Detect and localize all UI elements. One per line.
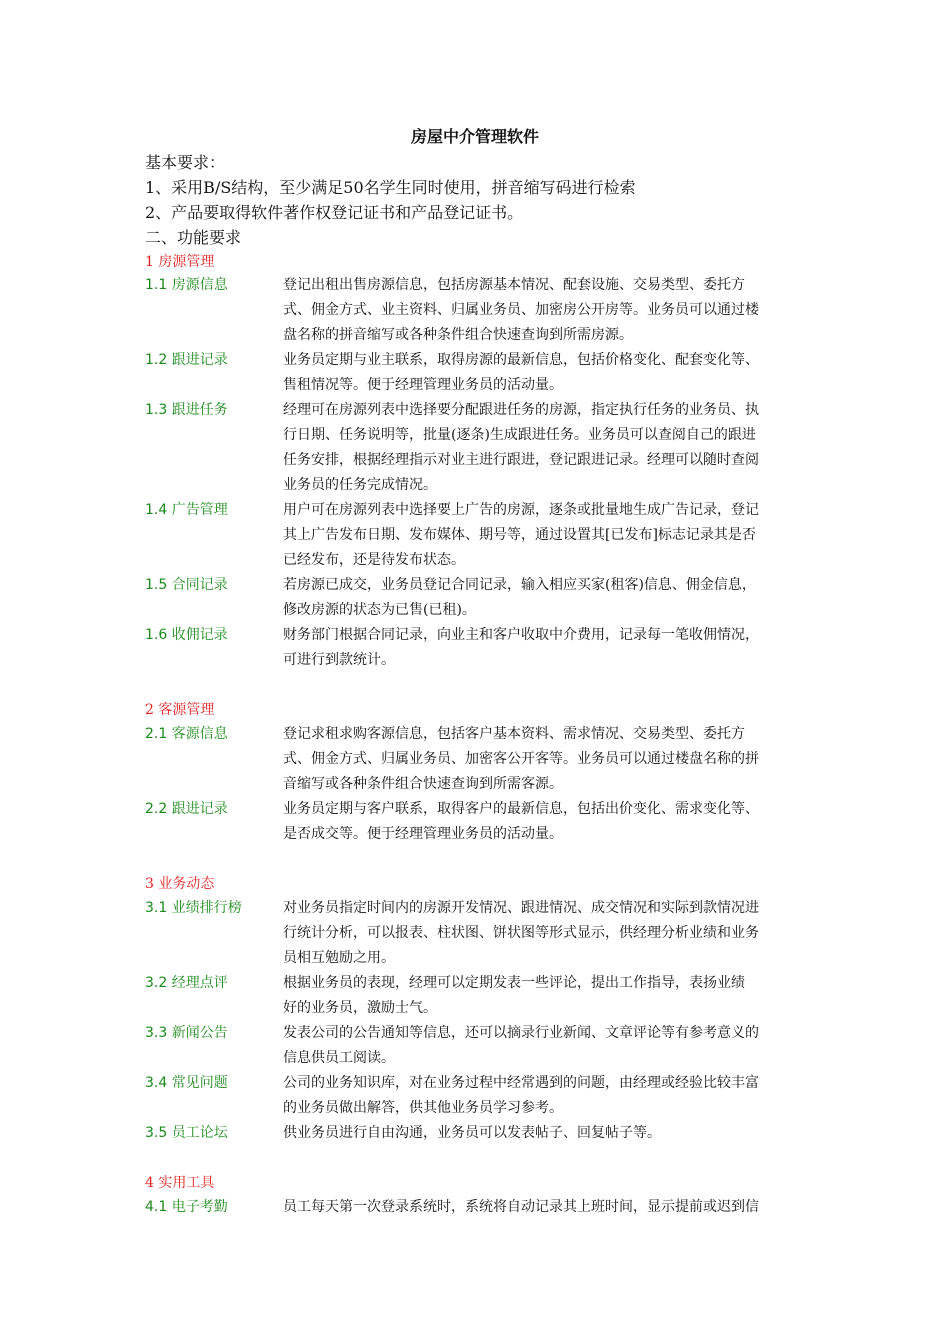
- item-description-3-1: [283, 896, 773, 971]
- description-line: 信息供员工阅读。: [283, 1050, 395, 1066]
- item-name: 合同记录: [171, 577, 228, 593]
- description-line: 员工每天第一次登录系统时，系统将自动记录其上班时间，显示提前或迟到信: [283, 1199, 759, 1215]
- item-label-1-2: [145, 348, 228, 373]
- section-heading-1: 1 房源管理: [145, 254, 215, 270]
- item-description-3-4: [283, 1071, 773, 1121]
- section-heading-4: 4 实用工具: [145, 1175, 215, 1191]
- item-number: 3.1: [145, 900, 168, 916]
- description-line: 修改房源的状态为已售(已租)。: [283, 602, 476, 618]
- item-label-3-5: [145, 1121, 228, 1146]
- item-description-1-6: [283, 623, 773, 673]
- item-label-2-1: [145, 722, 228, 747]
- description-line: 业务员定期与客户联系，取得客户的最新信息，包括出价变化、需求变化等、: [283, 801, 759, 817]
- item-number: 1.1: [145, 277, 168, 293]
- item-number: 1.6: [145, 627, 168, 643]
- item-name: 收佣记录: [171, 627, 228, 643]
- description-line: 盘名称的拼音缩写或各种条件组合快速查询到所需房源。: [283, 327, 633, 343]
- item-description-1-4: [283, 498, 773, 573]
- item-label-1-4: [145, 498, 228, 523]
- description-line: 式、佣金方式、业主资料、归属业务员、加密房公开房等。业务员可以通过楼: [283, 302, 759, 318]
- document-title: 房屋中介管理软件: [410, 127, 539, 146]
- item-number: 4.1: [145, 1199, 168, 1215]
- description-line: 员相互勉励之用。: [283, 950, 395, 966]
- item-number: 3.4: [145, 1075, 168, 1091]
- description-line: 登记求租求购客源信息，包括客户基本资料、需求情况、交易类型、委托方: [283, 726, 745, 742]
- item-name: 常见问题: [171, 1075, 228, 1091]
- item-label-2-2: [145, 797, 228, 822]
- description-line: 若房源已成交，业务员登记合同记录，输入相应买家(租客)信息、佣金信息，: [283, 577, 756, 593]
- item-number: 2.2: [145, 801, 168, 817]
- item-description-3-2: [283, 971, 773, 1021]
- description-line: 业务员定期与业主联系，取得房源的最新信息，包括价格变化、配套变化等、: [283, 352, 759, 368]
- description-line: 其上广告发布日期、发布媒体、期号等，通过设置其[已发布]标志记录其是否: [283, 527, 756, 543]
- item-name: 广告管理: [171, 502, 228, 518]
- item-description-2-2: [283, 797, 773, 847]
- description-line: 任务安排，根据经理指示对业主进行跟进，登记跟进记录。经理可以随时查阅: [283, 452, 759, 468]
- item-description-3-3: [283, 1021, 773, 1071]
- description-line: 根据业务员的表现，经理可以定期发表一些评论，提出工作指导，表扬业绩: [283, 975, 745, 991]
- item-description-3-5: [283, 1121, 773, 1146]
- description-line: 行统计分析，可以报表、柱状图、饼状图等形式显示，供经理分析业绩和业务: [283, 925, 759, 941]
- description-line: 好的业务员，激励士气。: [283, 1000, 437, 1016]
- description-line: 登记出租出售房源信息，包括房源基本情况、配套设施、交易类型、委托方: [283, 277, 745, 293]
- item-name: 新闻公告: [171, 1025, 228, 1041]
- description-line: 售租情况等。便于经理管理业务员的活动量。: [283, 377, 563, 393]
- description-line: 公司的业务知识库，对在业务过程中经常遇到的问题，由经理或经验比较丰富: [283, 1075, 759, 1091]
- description-line: 发表公司的公告通知等信息，还可以摘录行业新闻、文章评论等有参考意义的: [283, 1025, 759, 1041]
- item-number: 1.5: [145, 577, 168, 593]
- description-line: 是否成交等。便于经理管理业务员的活动量。: [283, 826, 563, 842]
- item-label-3-3: [145, 1021, 228, 1046]
- description-line: 可进行到款统计。: [283, 652, 395, 668]
- description-line: 音缩写或各种条件组合快速查询到所需客源。: [283, 776, 563, 792]
- item-description-1-1: [283, 273, 773, 348]
- description-line: 财务部门根据合同记录，向业主和客户收取中介费用，记录每一笔收佣情况，: [283, 627, 759, 643]
- item-name: 业绩排行榜: [171, 900, 242, 916]
- item-label-3-4: [145, 1071, 228, 1096]
- section-heading-2: 2 客源管理: [145, 702, 215, 718]
- item-label-1-5: [145, 573, 228, 598]
- description-line: 已经发布，还是待发布状态。: [283, 552, 465, 568]
- description-line: 的业务员做出解答，供其他业务员学习参考。: [283, 1100, 563, 1116]
- section-heading-3: 3 业务动态: [145, 876, 215, 892]
- description-line: 供业务员进行自由沟通，业务员可以发表帖子、回复帖子等。: [283, 1125, 661, 1141]
- description-line: 经理可在房源列表中选择要分配跟进任务的房源，指定执行任务的业务员、执: [283, 402, 759, 418]
- item-description-4-1: [283, 1195, 773, 1220]
- description-line: 用户可在房源列表中选择要上广告的房源，逐条或批量地生成广告记录，登记: [283, 502, 759, 518]
- item-number: 3.5: [145, 1125, 168, 1141]
- item-name: 房源信息: [171, 277, 228, 293]
- item-description-1-2: [283, 348, 773, 398]
- item-label-1-3: [145, 398, 228, 423]
- item-number: 3.2: [145, 975, 168, 991]
- item-description-2-1: [283, 722, 773, 797]
- description-line: 对业务员指定时间内的房源开发情况、跟进情况、成交情况和实际到款情况进: [283, 900, 759, 916]
- item-description-1-3: [283, 398, 773, 498]
- item-number: 1.4: [145, 502, 168, 518]
- item-description-1-5: [283, 573, 773, 623]
- item-label-3-2: [145, 971, 228, 996]
- function-requirements-heading: 二、功能要求: [145, 228, 242, 247]
- description-line: 式、佣金方式、归属业务员、加密客公开客等。业务员可以通过楼盘名称的拼: [283, 751, 759, 767]
- item-name: 员工论坛: [171, 1125, 228, 1141]
- item-name: 跟进记录: [171, 801, 228, 817]
- item-label-4-1: [145, 1195, 228, 1220]
- description-line: 行日期、任务说明等，批量(逐条)生成跟进任务。业务员可以查阅自己的跟进: [283, 427, 756, 443]
- item-name: 客源信息: [171, 726, 228, 742]
- item-name: 经理点评: [171, 975, 228, 991]
- item-label-1-6: [145, 623, 228, 648]
- item-number: 2.1: [145, 726, 168, 742]
- item-number: 1.3: [145, 402, 168, 418]
- item-label-1-1: [145, 273, 228, 298]
- item-name: 电子考勤: [171, 1199, 228, 1215]
- item-label-3-1: [145, 896, 242, 921]
- description-line: 业务员的任务完成情况。: [283, 477, 437, 493]
- item-name: 跟进任务: [171, 402, 228, 418]
- item-number: 1.2: [145, 352, 168, 368]
- item-number: 3.3: [145, 1025, 168, 1041]
- item-name: 跟进记录: [171, 352, 228, 368]
- requirement-1: 1、采用B/S结构，至少满足50名学生同时使用，拼音缩写码进行检索: [145, 178, 636, 197]
- requirement-2: 2、产品要取得软件著作权登记证书和产品登记证书。: [145, 203, 524, 222]
- basic-requirements-heading: 基本要求：: [145, 153, 226, 172]
